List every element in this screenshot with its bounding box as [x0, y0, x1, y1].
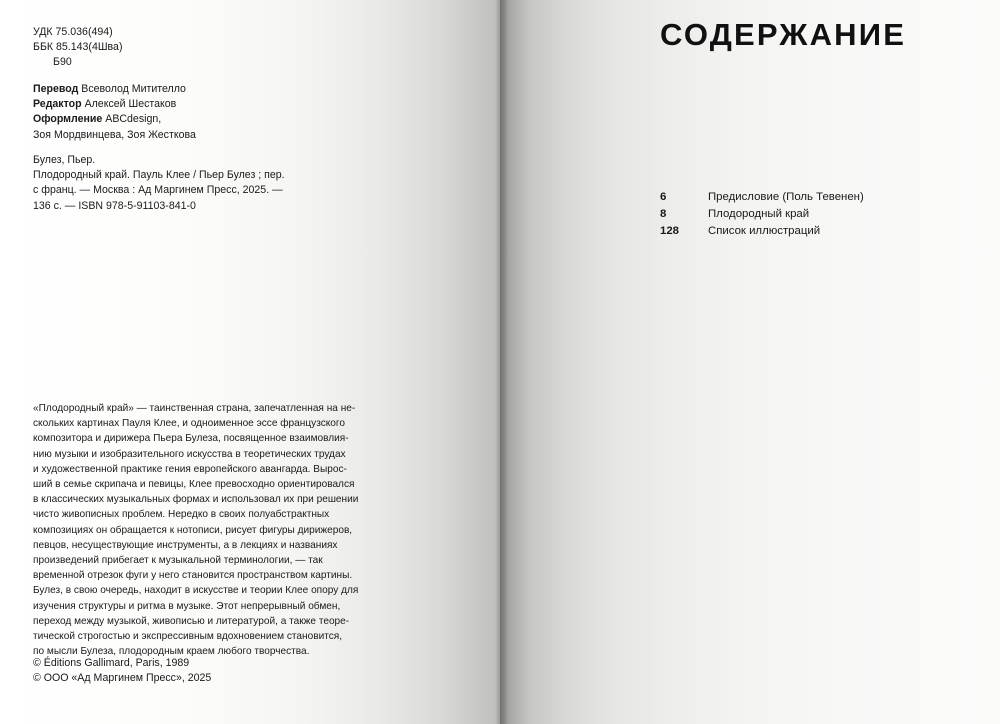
biblio-line: Булез, Пьер.: [33, 154, 96, 166]
right-page: [500, 0, 1000, 724]
annotation-line: Булез, в свою очередь, находит в искусстве и теории Клее опору для: [33, 585, 359, 597]
toc-entry: [660, 206, 960, 223]
credit-label: Перевод: [33, 83, 79, 95]
annotation-line: по мысли Булеза, плодородным краем любого творчества.: [33, 646, 310, 658]
copyright-line: © Éditions Gallimard, Paris, 1989: [33, 657, 190, 669]
copyright-line: © ООО «Ад Маргинем Пресс», 2025: [33, 672, 212, 685]
annotation-line: временной отрезок фуги у него становится пространством картины.: [33, 570, 353, 582]
credit-value: ABCdesign,: [105, 113, 162, 126]
annotation-line: тической строгостью и экспрессивным вдохновением становится,: [33, 631, 343, 643]
annotation-paragraph: [33, 401, 378, 659]
author-mark: Б90: [53, 56, 72, 69]
bbk-code: ББК 85.143(4Шва): [33, 41, 123, 54]
annotation-line: композициях он обращается к нотописи, рисует фигуры дирижеров,: [33, 524, 353, 536]
credit-value: Алексей Шестаков: [84, 98, 177, 111]
toc-entry: [660, 223, 960, 240]
biblio-line: Плодородный край. Пауль Клее / Пьер Булез ; пер.: [33, 169, 285, 182]
credit-editor: [33, 97, 363, 112]
toc-entry-title: Список иллюстраций: [708, 225, 821, 237]
annotation-line: певцов, несуществующие инструменты, а в лекциях и названиях: [33, 539, 338, 551]
copyright-block: [33, 656, 363, 686]
annotation-line: нию музыки и изобразительного искусства в теоретических трудах: [33, 448, 346, 460]
table-of-contents: [660, 189, 960, 240]
classification-block: [33, 25, 353, 71]
udk-code: УДК 75.036(494): [33, 26, 113, 38]
credit-label: Оформление: [33, 113, 103, 126]
annotation-line: и художественной практике гения европейского авангарда. Вырос-: [33, 463, 347, 475]
credit-label: Редактор: [33, 98, 82, 111]
annotation-line: произведений прибегает к музыкальной терминологии, — так: [33, 555, 323, 567]
annotation-line: в классических музыкальных формах и использовал их при решении: [33, 494, 359, 506]
toc-entry: [660, 189, 960, 206]
credit-translation: [33, 82, 363, 97]
annotation-line: чисто живописных проблем. Нередко в своих полуабстрактных: [33, 509, 330, 521]
annotation-line: композитора и дирижера Пьера Булеза, посвященное взаимовлия-: [33, 433, 349, 445]
toc-entry-title: Предисловие (Поль Тевенен): [708, 191, 864, 203]
annotation-line: ший в семье скрипача и певицы, Клее превосходно ориентировался: [33, 479, 355, 491]
annotation-line: скольких картинах Пауля Клее, и одноименное эссе французского: [33, 418, 345, 430]
toc-page-number: 6: [660, 191, 667, 203]
toc-page-number: 128: [660, 225, 680, 237]
bibliographic-record: [33, 153, 363, 214]
contents-title: СОДЕРЖАНИЕ: [660, 17, 907, 52]
biblio-line: с франц. — Москва : Ад Маргинем Пресс, 2025. —: [33, 184, 283, 197]
credit-design-continued: Зоя Мордвинцева, Зоя Жесткова: [33, 128, 196, 141]
annotation-line: «Плодородный край» — таинственная страна, запечатленная на не-: [33, 403, 356, 414]
toc-entry-title: Плодородный край: [708, 208, 810, 220]
biblio-line: 136 с. — ISBN 978-5-91103-841-0: [33, 199, 196, 212]
annotation-line: переход между музыкой, живописью и литературой, а также теоре-: [33, 615, 350, 627]
credit-value: Всеволод Митителло: [81, 83, 186, 95]
toc-page-number: 8: [660, 208, 667, 220]
book-gutter-shadow: [495, 0, 507, 724]
annotation-line: изучения структуры и ритма в музыке. Этот непрерывный обмен,: [33, 600, 341, 612]
credit-design: [33, 112, 363, 127]
credits-block: [33, 82, 363, 143]
